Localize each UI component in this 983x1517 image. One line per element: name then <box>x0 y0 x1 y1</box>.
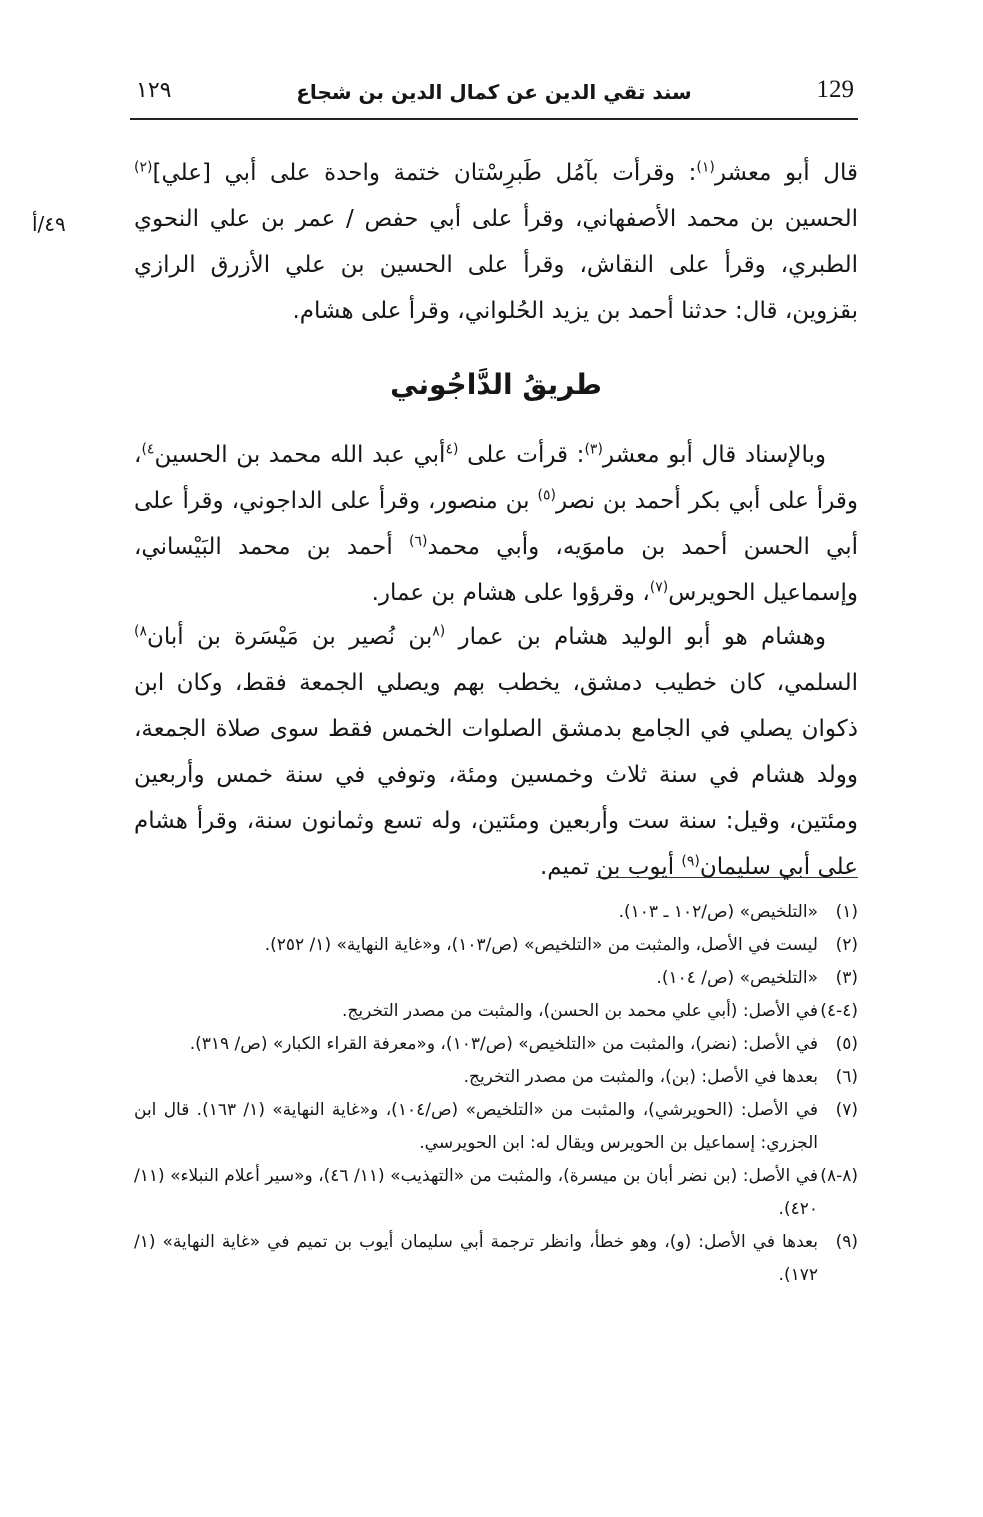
footnote <box>134 1226 858 1292</box>
running-title: سند تقي الدين عن كمال الدين بن شجاع <box>296 80 692 104</box>
paragraph-text: أبي عبد الله محمد بن الحسين <box>154 442 446 468</box>
footnote-ref: (٣) <box>584 441 603 458</box>
footnote <box>134 1028 858 1061</box>
footnote <box>134 929 858 962</box>
paragraph-text: الحسين بن محمد الأصفهاني، وقرأ على أبي حفص / عمر بن علي النحوي الطبري، وقرأ على النقاش، وقرأ على الحسين بن علي الأزرق الرازي بقزوين، قال: حدثنا أحمد بن يزيد الحُلواني، وقرأ على هشام. <box>134 206 858 324</box>
paragraph-text: ، وقرأ على أبي بكر أحمد بن نصر <box>134 442 858 514</box>
footnote-number: (٧) <box>835 1100 858 1120</box>
paragraph-1 <box>134 150 858 334</box>
footnote-text: «التلخيص» (ص/ ١٠٤). <box>656 968 818 988</box>
paragraph-text: ، وقرؤوا على هشام بن عمار. <box>371 580 650 606</box>
footnote-number: (٨-٨) <box>820 1166 858 1186</box>
manuscript-folio-note: ٤٩/أ <box>32 212 66 236</box>
footnote <box>134 995 858 1028</box>
footnote <box>134 1160 858 1226</box>
footnote <box>134 962 858 995</box>
footnote-text: في الأصل: (بن نضر أبان بن ميسرة)، والمثبت من «التهذيب» (١١/ ٤٦)، و«سير أعلام النبلاء» (١١/ ٤٢٠). <box>134 1166 818 1219</box>
footnote-ref: ٤) <box>141 441 155 458</box>
footnote-text: بعدها في الأصل: (و)، وهو خطأ، وانظر ترجمة أبي سليمان أيوب بن تميم في «غاية النهاية» (١/ ١٧٢). <box>134 1232 818 1285</box>
footnote-ref: (٩) <box>681 853 700 870</box>
footnote-number: (٥) <box>835 1034 858 1054</box>
paragraph-text: بن نُصير بن مَيْسَرة بن أبان <box>147 624 433 650</box>
paragraph-text: أحمد بن محمد البَيْساني، وإسماعيل الحويرس <box>134 534 858 606</box>
paragraph-3 <box>134 614 858 890</box>
footnotes <box>134 896 858 1292</box>
footnote-number: (١) <box>835 902 858 922</box>
footnote-ref: (٤ <box>445 441 459 458</box>
footnote <box>134 1061 858 1094</box>
footnote-number: (٢) <box>835 935 858 955</box>
footnote-ref: (٨ <box>432 623 446 640</box>
header-rule <box>130 118 858 120</box>
footnote-number: (٤-٤) <box>820 1001 858 1021</box>
footnote <box>134 1094 858 1160</box>
page-number-arabic: ١٢٩ <box>136 78 172 103</box>
footnote-text: في الأصل: (الحويرشي)، والمثبت من «التلخيص» (ص/١٠٤)، و«غاية النهاية» (١/ ١٦٣). قال ابن الجزري: إسماعيل بن الحويرس ويقال له: ابن الحويرسي. <box>134 1100 818 1153</box>
footnote-number: (٦) <box>835 1067 858 1087</box>
footnote <box>134 896 858 929</box>
footnote-separator <box>596 877 858 878</box>
page-number-latin: 129 <box>816 76 854 103</box>
footnote-ref: ٨) <box>134 623 147 640</box>
paragraph-text: بن منصور، وقرأ على الداجوني، وقرأ على أبي الحسن أحمد بن ماموَيه، وأبي محمد <box>134 488 858 560</box>
paragraph-text: أيوب بن تميم. <box>539 854 682 880</box>
footnote-ref: (٧) <box>649 579 669 596</box>
footnote-ref: (٥) <box>537 487 556 504</box>
footnote-text: بعدها في الأصل: (بن)، والمثبت من مصدر التخريج. <box>463 1067 818 1087</box>
footnote-text: في الأصل: (أبي علي محمد بن الحسن)، والمثبت من مصدر التخريج. <box>341 1001 818 1021</box>
page-header <box>130 74 858 120</box>
section-heading: طريقُ الدَّاجُوني <box>390 368 602 401</box>
footnote-ref: (٦) <box>408 533 428 550</box>
footnote-text: «التلخيص» (ص/١٠٢ ـ ١٠٣). <box>618 902 818 922</box>
paragraph-text: قال أبو معشر <box>714 160 858 186</box>
footnote-number: (٩) <box>835 1232 858 1252</box>
footnote-ref: (٢) <box>134 159 153 176</box>
footnote-ref: (١) <box>696 159 715 176</box>
footnote-text: ليست في الأصل، والمثبت من «التلخيص» (ص/١٠٣)، و«غاية النهاية» (١/ ٢٥٢). <box>264 935 818 955</box>
paragraph-2 <box>134 432 858 616</box>
paragraph-text: : وقرأت بآمُل طَبرِسْتان ختمة واحدة على أبي [علي] <box>152 160 697 186</box>
paragraph-text: وبالإسناد قال أبو معشر <box>602 442 826 468</box>
footnote-text: في الأصل: (نضر)، والمثبت من «التلخيص» (ص/١٠٣)، و«معرفة القراء الكبار» (ص/ ٣١٩). <box>189 1034 818 1054</box>
paragraph-text: وهشام هو أبو الوليد هشام بن عمار <box>445 624 826 650</box>
footnote-number: (٣) <box>835 968 858 988</box>
paragraph-text: : قرأت على <box>458 442 585 468</box>
paragraph-text: السلمي، كان خطيب دمشق، يخطب بهم ويصلي الجمعة فقط، وكان ابن ذكوان يصلي في الجامع بدمشق الصلوات الخمس فقط سوى صلاة الجمعة، وولد هشام في سنة ثلاث وخمسين ومئة، وتوفي في سنة خمس وأربعين ومئتين، وقيل: سنة ست وأربعين ومئتين، وله تسع وثمانون سنة، وقرأ هشام على أبي سليمان <box>134 670 858 880</box>
